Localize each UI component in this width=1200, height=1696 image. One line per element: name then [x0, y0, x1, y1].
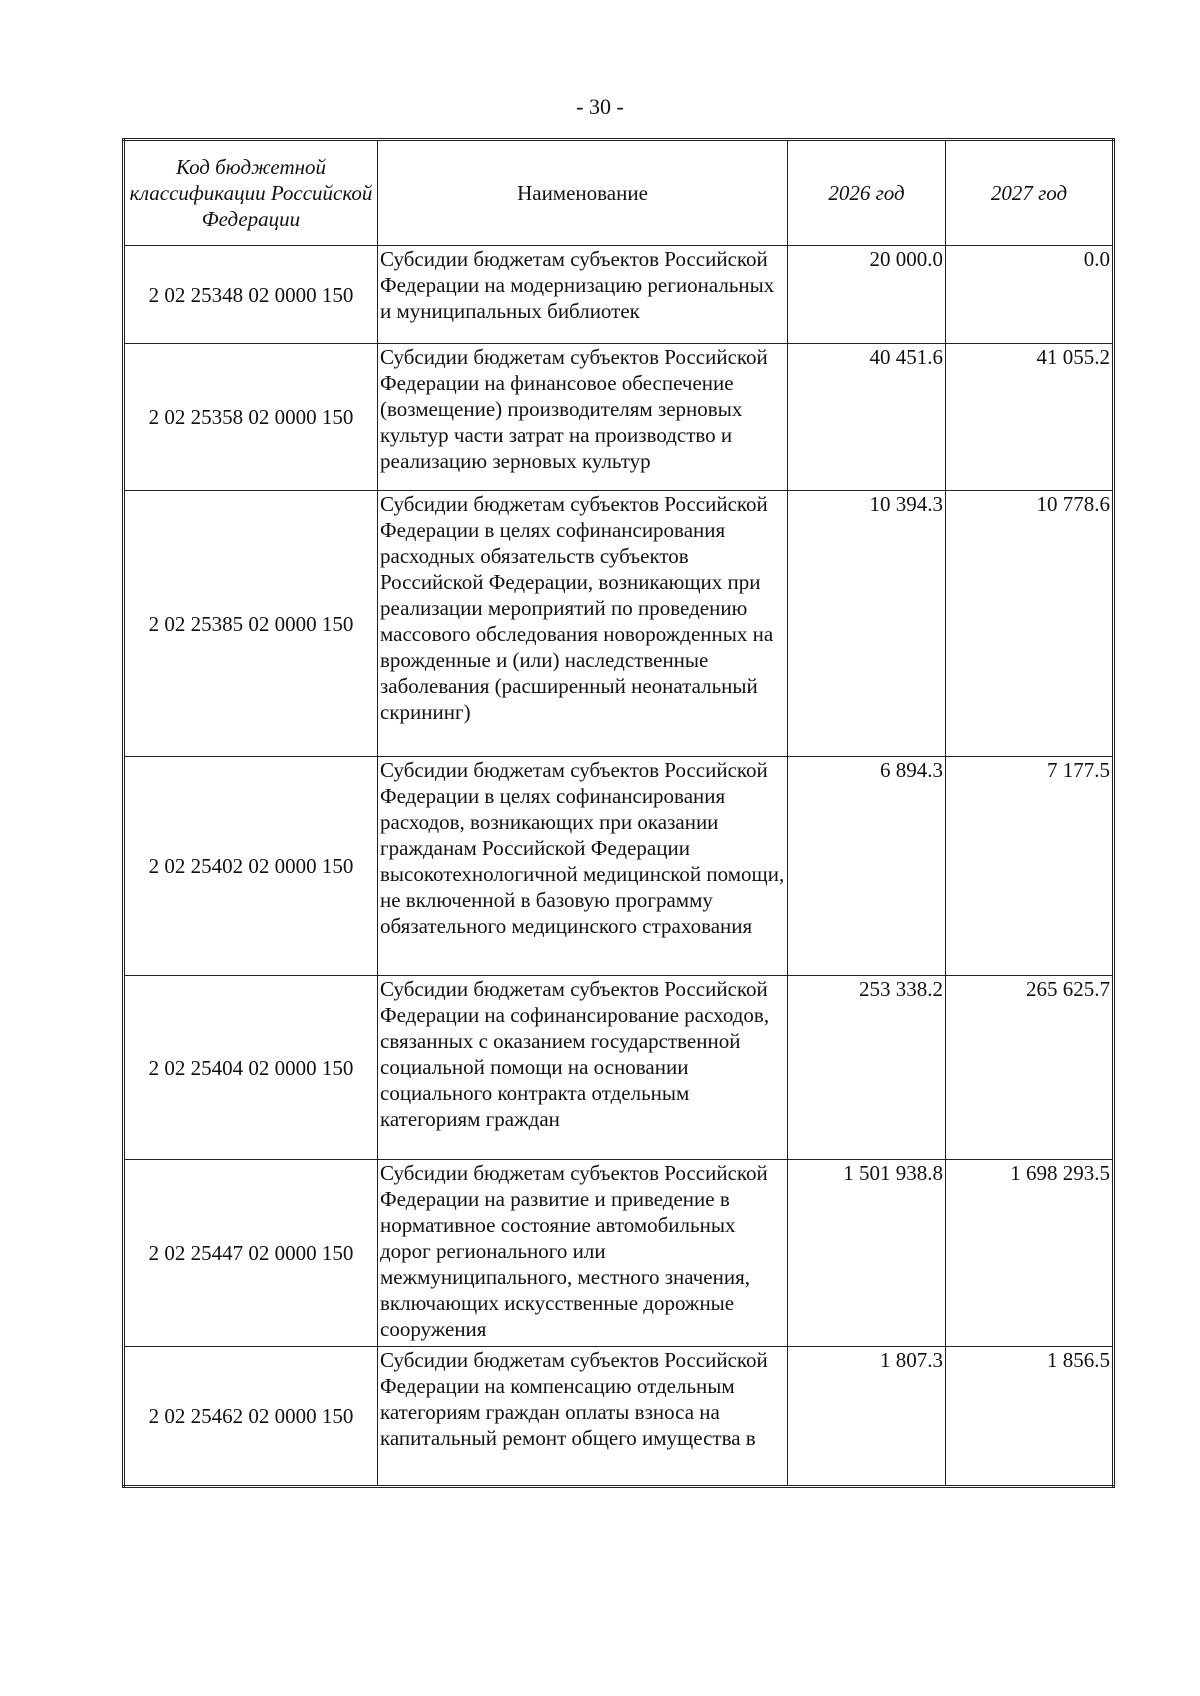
table-row [124, 246, 1114, 344]
row-name: Субсидии бюджетам субъектов Российской Федерации на модернизацию региональных и муниципальных библиотек [378, 246, 788, 344]
table-row [124, 976, 1114, 1160]
table-row [124, 1160, 1114, 1347]
row-value-2026: 1 501 938.8 [788, 1160, 946, 1347]
header-year-2026: 2026 год [788, 140, 946, 246]
row-value-2027: 41 055.2 [946, 344, 1114, 491]
row-name: Субсидии бюджетам субъектов Российской Федерации на софинансирование расходов, связанных с оказанием государственной социальной помощи на основании социального контракта отдельным категориям граждан [378, 976, 788, 1160]
row-value-2026: 253 338.2 [788, 976, 946, 1160]
row-value-2027: 1 698 293.5 [946, 1160, 1114, 1347]
row-code: 2 02 25348 02 0000 150 [124, 246, 378, 344]
row-code: 2 02 25385 02 0000 150 [124, 491, 378, 757]
page-number: - 30 - [576, 94, 624, 119]
row-value-2027: 265 625.7 [946, 976, 1114, 1160]
row-code: 2 02 25404 02 0000 150 [124, 976, 378, 1160]
header-name: Наименование [378, 140, 788, 246]
row-code: 2 02 25462 02 0000 150 [124, 1347, 378, 1487]
row-code: 2 02 25402 02 0000 150 [124, 757, 378, 976]
table-row [124, 491, 1114, 757]
header-year-2027: 2027 год [946, 140, 1114, 246]
row-value-2026: 20 000.0 [788, 246, 946, 344]
row-code: 2 02 25447 02 0000 150 [124, 1160, 378, 1347]
table-row [124, 344, 1114, 491]
budget-table [122, 138, 1115, 1488]
table-row [124, 757, 1114, 976]
header-code: Код бюджетной классификации Российской Федерации [124, 140, 378, 246]
row-name: Субсидии бюджетам субъектов Российской Федерации на финансовое обеспечение (возмещение) производителям зерновых культур части затрат на производство и реализацию зерновых культур [378, 344, 788, 491]
row-value-2026: 6 894.3 [788, 757, 946, 976]
row-code: 2 02 25358 02 0000 150 [124, 344, 378, 491]
row-value-2027: 0.0 [946, 246, 1114, 344]
row-name: Субсидии бюджетам субъектов Российской Федерации на компенсацию отдельным категориям граждан оплаты взноса на капитальный ремонт общего имущества в [378, 1347, 788, 1487]
row-value-2026: 1 807.3 [788, 1347, 946, 1487]
row-value-2026: 40 451.6 [788, 344, 946, 491]
row-name: Субсидии бюджетам субъектов Российской Федерации в целях софинансирования расходов, возникающих при оказании гражданам Российской Федерации высокотехнологичной медицинской помощи, не включенной в базовую программу обязательного медицинского страхования [378, 757, 788, 976]
table-header [124, 140, 1114, 246]
row-name: Субсидии бюджетам субъектов Российской Федерации на развитие и приведение в нормативное состояние автомобильных дорог регионального или межмуниципального, местного значения, включающих искусственные дорожные сооружения [378, 1160, 788, 1347]
row-value-2027: 7 177.5 [946, 757, 1114, 976]
row-value-2027: 1 856.5 [946, 1347, 1114, 1487]
table-row [124, 1347, 1114, 1487]
row-value-2027: 10 778.6 [946, 491, 1114, 757]
row-name: Субсидии бюджетам субъектов Российской Федерации в целях софинансирования расходных обязательств субъектов Российской Федерации, возникающих при реализации мероприятий по проведению массового обследования новорожденных на врожденные и (или) наследственные заболевания (расширенный неонатальный скрининг) [378, 491, 788, 757]
row-value-2026: 10 394.3 [788, 491, 946, 757]
